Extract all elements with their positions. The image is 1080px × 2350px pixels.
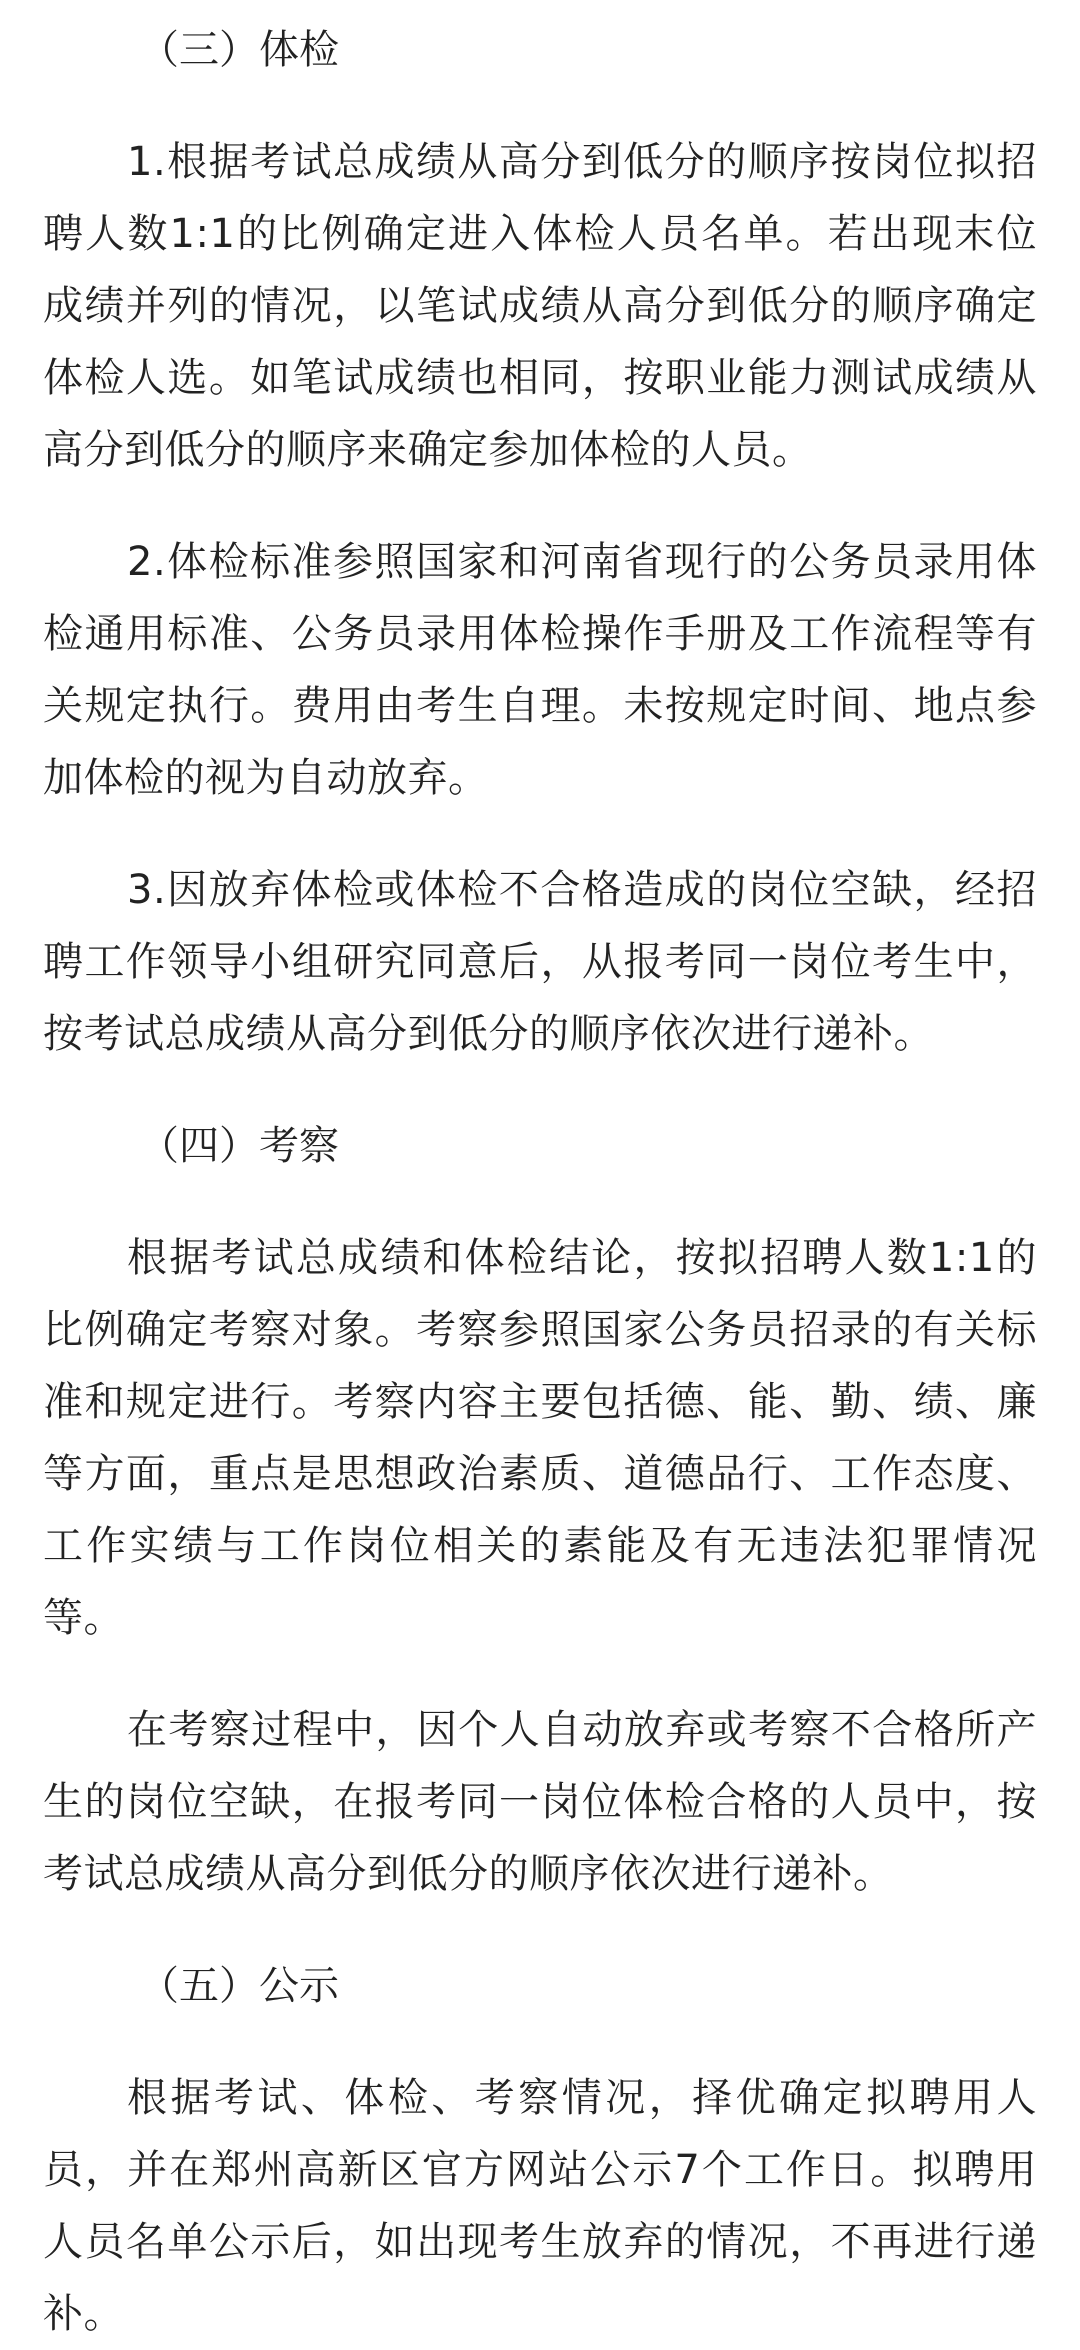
article-body [0,14,1080,2350]
section-heading-physical-exam: （三）体检 [139,27,339,73]
paragraph-physical-exam-2: 2.体检标准参照国家和河南省现行的公务员录用体检通用标准、公务员录用体检操作手册及工作流程等有关规定执行。费用由考生自理。未按规定时间、地点参加体检的视为自动放弃。 [43,539,1037,801]
paragraph-inspection-2: 在考察过程中，因个人自动放弃或考察不合格所产生的岗位空缺，在报考同一岗位体检合格的人员中，按考试总成绩从高分到低分的顺序依次进行递补。 [43,1707,1037,1897]
section-heading-publicity: （五）公示 [139,1963,339,2009]
paragraph-physical-exam-1: 1.根据考试总成绩从高分到低分的顺序按岗位拟招聘人数1:1的比例确定进入体检人员名单。若出现末位成绩并列的情况，以笔试成绩从高分到低分的顺序确定体检人选。如笔试成绩也相同，按职业能力测试成绩从高分到低分的顺序来确定参加体检的人员。 [43,139,1037,473]
paragraph-physical-exam-3: 3.因放弃体检或体检不合格造成的岗位空缺，经招聘工作领导小组研究同意后，从报考同一岗位考生中，按考试总成绩从高分到低分的顺序依次进行递补。 [43,867,1037,1057]
paragraph-inspection-1: 根据考试总成绩和体检结论，按拟招聘人数1:1的比例确定考察对象。考察参照国家公务员招录的有关标准和规定进行。考察内容主要包括德、能、勤、绩、廉等方面，重点是思想政治素质、道德品行、工作态度、工作实绩与工作岗位相关的素能及有无违法犯罪情况等。 [43,1235,1037,1641]
paragraph-publicity-1: 根据考试、体检、考察情况，择优确定拟聘用人员，并在郑州高新区官方网站公示7个工作日。拟聘用人员名单公示后，如出现考生放弃的情况，不再进行递补。 [43,2075,1037,2337]
section-heading-inspection: （四）考察 [139,1123,339,1169]
